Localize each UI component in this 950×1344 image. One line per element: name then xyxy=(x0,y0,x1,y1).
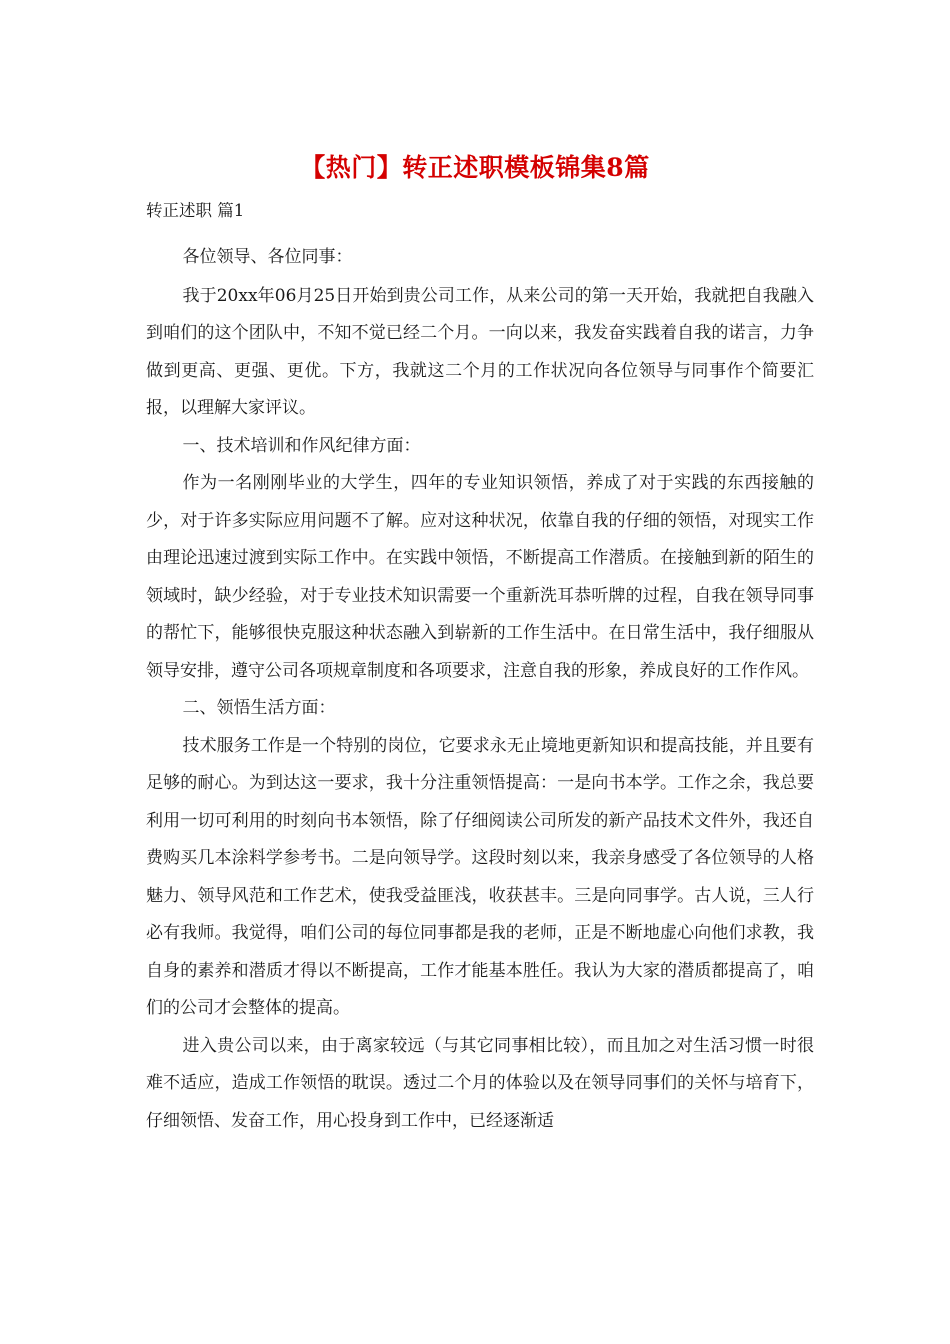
body-paragraph: 我于20xx年06月25日开始到贵公司工作，从来公司的第一天开始，我就把自我融入到咱们的这个团队中，不知不觉已经二个月。一向以来，我发奋实践着自我的诺言，力争做到更高、更强、更优。下方，我就这二个月的工作状况向各位领导与同事作个简要汇报，以理解大家评议。 xyxy=(146,285,814,418)
body-paragraph: 技术服务工作是一个特别的岗位，它要求永无止境地更新知识和提高技能，并且要有足够的耐心。为到达这一要求，我十分注重领悟提高：一是向书本学。工作之余，我总要利用一切可利用的时刻向书本领悟，除了仔细阅读公司所发的新产品技术文件外，我还自费购买几本涂料学参考书。二是向领导学。这段时刻以来，我亲身感受了各位领导的人格魅力、领导风范和工作艺术，使我受益匪浅，收获甚丰。三是向同事学。古人说，三人行必有我师。我觉得，咱们公司的每位同事都是我的老师，正是不断地虚心向他们求教，我自身的素养和潜质才得以不断提高，工作才能基本胜任。我认为大家的潜质都提高了，咱们的公司才会整体的提高。 xyxy=(146,735,814,1018)
document-body xyxy=(146,239,814,1140)
greeting-paragraph: 各位领导、各位同事： xyxy=(182,247,353,267)
body-paragraph: 进入贵公司以来，由于离家较远（与其它同事相比较），而且加之对生活习惯一时很难不适应，造成工作领悟的耽误。透过二个月的体验以及在领导同事们的关怀与培育下，仔细领悟、发奋工作，用心投身到工作中，已经逐渐适 xyxy=(146,1035,814,1131)
subheading-paragraph: 一、技术培训和作风纪律方面： xyxy=(182,435,421,456)
subheading-paragraph: 二、领悟生活方面： xyxy=(182,698,336,718)
body-paragraph: 作为一名刚刚毕业的大学生，四年的专业知识领悟，养成了对于实践的东西接触的少，对于许多实际应用问题不了解。应对这种状况，依靠自我的仔细的领悟，对现实工作由理论迅速过渡到实际工作中。在实践中领悟，不断提高工作潜质。在接触到新的陌生的领域时，缺少经验，对于专业技术知识需要一个重新洗耳恭听牌的过程，自我在领导同事的帮忙下，能够很快克服这种状态融入到崭新的工作生活中。在日常生活中，我仔细服从领导安排，遵守公司各项规章制度和各项要求，注意自我的形象，养成良好的工作作风。 xyxy=(146,473,814,681)
document-title: 【热门】转正述职模板锦集8篇 xyxy=(300,153,650,182)
section-heading: 转正述职 篇1 xyxy=(146,201,245,220)
